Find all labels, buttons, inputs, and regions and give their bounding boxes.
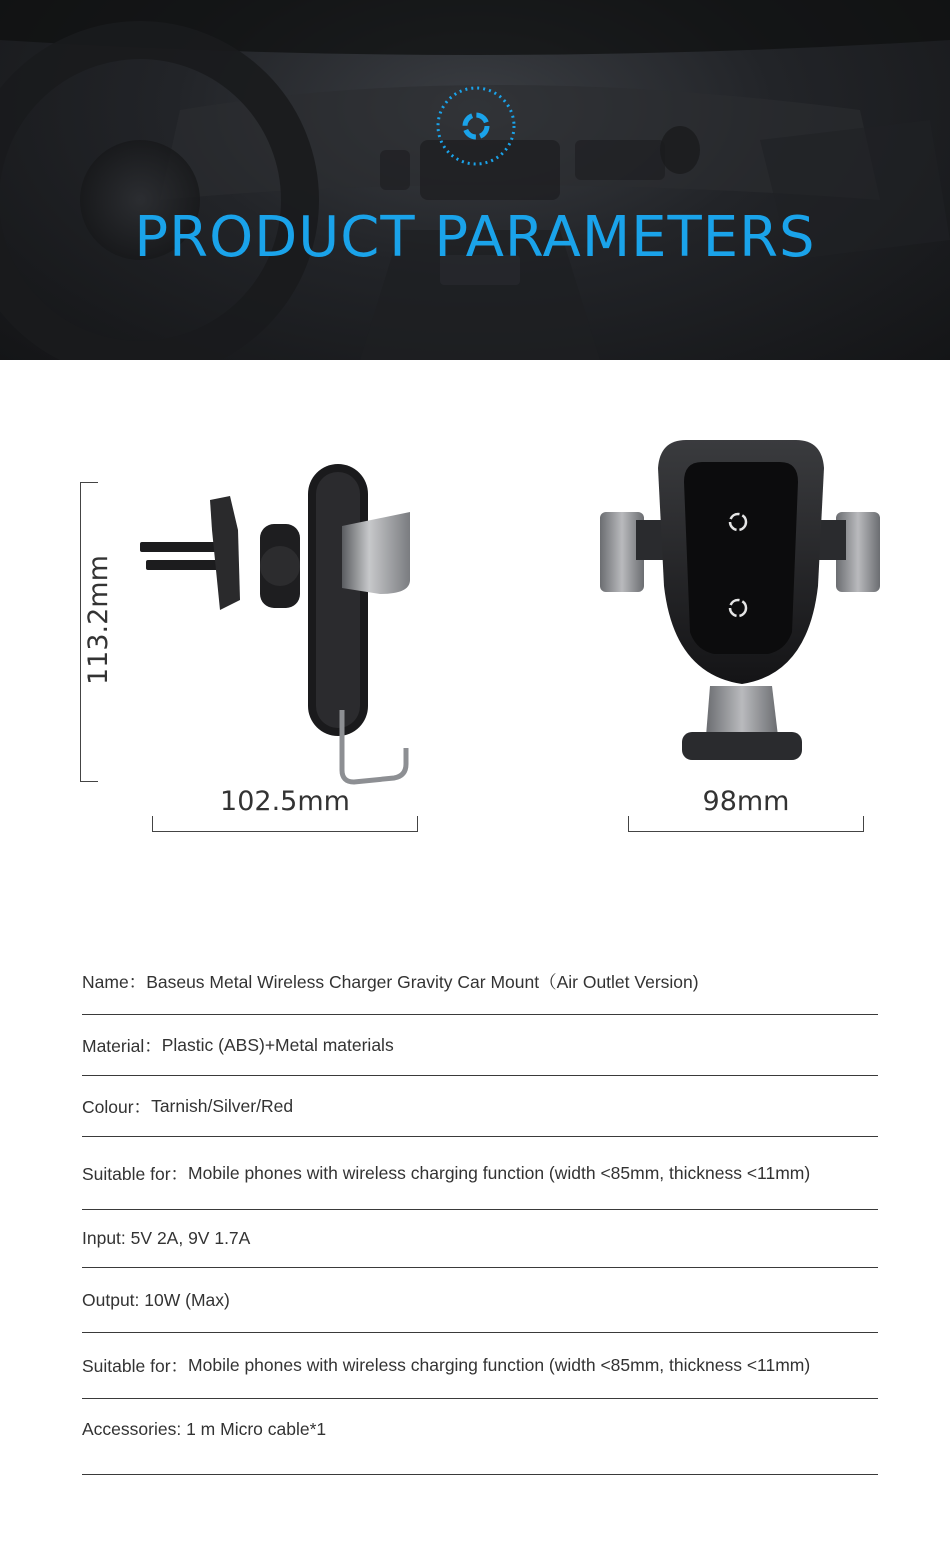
spec-row-material [82,1015,878,1076]
spec-label: Suitable for： [82,1356,189,1376]
spec-row-accessories [82,1399,878,1475]
spec-value: 10W (Max) [144,1289,230,1310]
spec-row-output [82,1268,878,1333]
spec-row-suitable-for-2 [82,1333,878,1399]
spec-list [82,946,878,1475]
circle-target-icon [434,84,518,168]
car-mount-front-illustration [596,436,886,776]
spec-label: Colour： [82,1096,152,1117]
spec-label: Output: [82,1289,140,1310]
side-view-product-figure [80,460,440,840]
car-dashboard-background [0,0,950,360]
spec-row-input [82,1210,878,1268]
page-title: PRODUCT PARAMETERS [134,205,816,270]
spec-row-suitable-for [82,1137,878,1210]
spec-label: Suitable for： [82,1163,189,1184]
spec-label: Material： [82,1035,162,1056]
front-width-bracket [628,816,864,832]
front-width-label: 98mm [702,786,790,817]
spec-value: Baseus Metal Wireless Charger Gravity Car Mount（Air Outlet Version) [146,971,699,992]
spec-label: Input: [82,1228,126,1248]
spec-row-colour [82,1076,878,1137]
spec-value: Mobile phones with wireless charging function (width <85mm, thickness <11mm) [188,1355,811,1375]
spec-row-name [82,946,878,1015]
spec-label: Name： [82,971,147,992]
hero-banner [0,0,950,360]
spec-value: 5V 2A, 9V 1.7A [130,1228,251,1248]
spec-value: Plastic (ABS)+Metal materials [161,1034,394,1055]
side-height-label: 113.2mm [83,555,114,685]
front-view-product-figure [596,436,886,776]
spec-value: 1 m Micro cable*1 [186,1419,327,1439]
spec-value: Mobile phones with wireless charging function (width <85mm, thickness <11mm) [188,1162,811,1183]
spec-value: Tarnish/Silver/Red [151,1095,294,1116]
spec-label: Accessories: [82,1419,182,1439]
car-mount-side-illustration [80,460,440,840]
side-width-bracket [152,816,418,832]
side-width-label: 102.5mm [220,786,350,817]
